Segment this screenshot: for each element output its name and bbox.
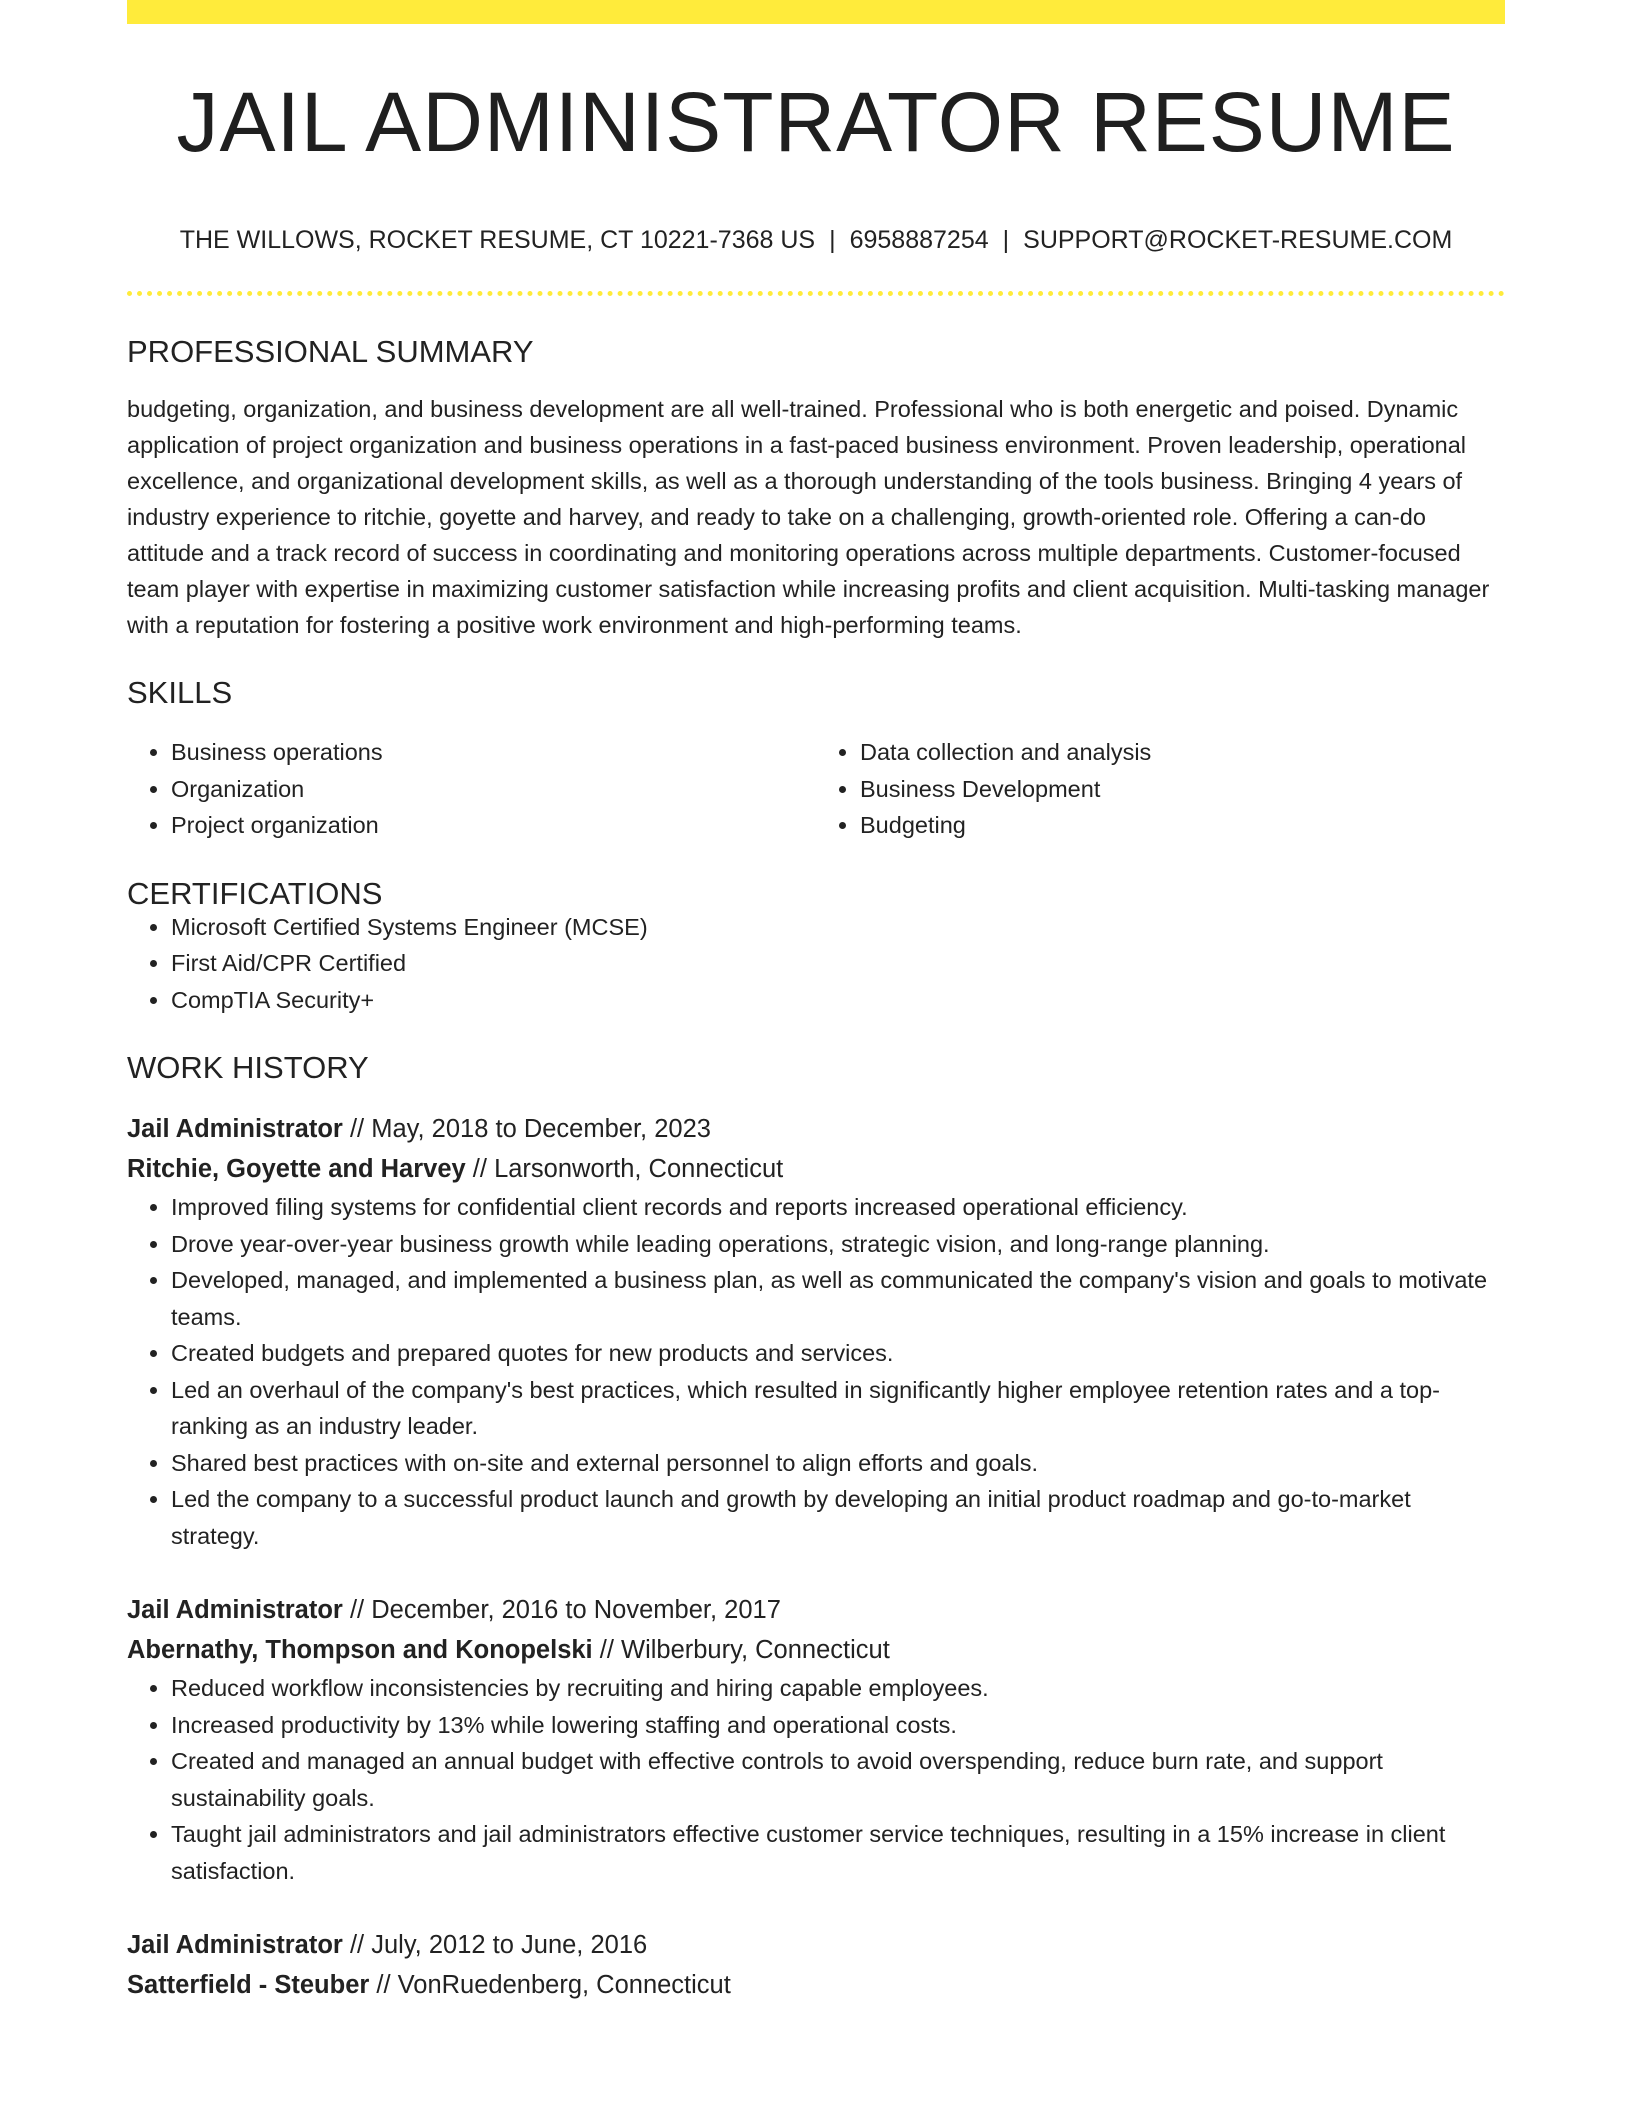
skills-grid [127,734,1505,844]
job-role-line [127,1925,1505,1965]
job-location: Larsonworth, Connecticut [494,1155,784,1183]
job-separator: // [472,1155,487,1183]
job-location: Wilberbury, Connecticut [621,1636,890,1664]
skill-item: • Business operations [171,734,816,771]
contact-line [127,228,1505,253]
top-accent-bar [127,0,1505,24]
job-bullet: • Led the company to a successful product launch and growth by developing an initial product roadmap and go-to-market strategy. [171,1481,1505,1554]
dotted-divider [127,291,1505,296]
job-bullet: • Taught jail administrators and jail administrators effective customer service techniques, resulting in a 15% increase in client satisfaction. [171,1816,1505,1889]
resume-page [127,0,1505,2005]
job-company: Ritchie, Goyette and Harvey [127,1155,466,1183]
contact-phone[interactable]: 6958887254 [849,226,989,254]
job-location: VonRuedenberg, Connecticut [397,1971,731,1999]
summary-heading: PROFESSIONAL SUMMARY [127,334,534,369]
skill-item: • Budgeting [860,807,1505,844]
job-entry [127,1925,1505,2005]
job-entry [127,1109,1505,1554]
job-entry [127,1590,1505,1889]
contact-address: THE WILLOWS, ROCKET RESUME, CT 10221-7368 US [179,226,816,254]
job-dates: May, 2018 to December, 2023 [371,1115,711,1143]
skill-item: • Organization [171,771,816,808]
job-role: Jail Administrator [127,1115,343,1143]
skills-list-right [816,734,1505,844]
contact-email[interactable]: SUPPORT@ROCKET-RESUME.COM [1023,226,1453,254]
job-company: Satterfield - Steuber [127,1971,370,1999]
job-bullet: • Created budgets and prepared quotes for new products and services. [171,1335,1505,1372]
skill-item: • Business Development [860,771,1505,808]
job-bullets [127,1670,1505,1889]
job-bullet: • Drove year-over-year business growth while leading operations, strategic vision, and long-range planning. [171,1226,1505,1263]
job-separator: // [599,1636,614,1664]
job-company-line [127,1630,1505,1670]
summary-text: budgeting, organization, and business development are all well-trained. Professional who is both energetic and poised. Dynamic application of project organization and business operations in a fast-paced business environment. Proven leadership, operational excellence, and organizational development skills, as well as a thorough understanding of the tools business. Bringing 4 years of industry experience to ritchie, goyette and harvey, and ready to take on a challenging, growth-oriented role. Offering a can-do attitude and a track record of success in coordinating and monitoring operations across multiple departments. Customer-focused team player with expertise in maximizing customer satisfaction while increasing profits and client acquisition. Multi-tasking manager with a reputation for fostering a positive work environment and high-performing teams. [127,396,1490,638]
certification-item: • Microsoft Certified Systems Engineer (MCSE) [171,909,1505,946]
job-separator: // [349,1596,365,1624]
job-separator: // [349,1931,365,1959]
job-bullet: • Shared best practices with on-site and external personnel to align efforts and goals. [171,1445,1505,1482]
job-role-line [127,1109,1505,1149]
job-company-line [127,1149,1505,1189]
certification-item: • First Aid/CPR Certified [171,945,1505,982]
job-role: Jail Administrator [127,1931,343,1959]
job-dates: December, 2016 to November, 2017 [371,1596,781,1624]
job-separator: // [349,1115,365,1143]
skills-list-left [127,734,816,844]
job-bullets [127,1189,1505,1554]
skill-item: • Project organization [171,807,816,844]
job-bullet: • Improved filing systems for confidential client records and reports increased operational efficiency. [171,1189,1505,1226]
job-role: Jail Administrator [127,1596,343,1624]
job-bullet: • Led an overhaul of the company's best practices, which resulted in significantly higher employee retention rates and a top-ranking as an industry leader. [171,1372,1505,1445]
job-separator: // [376,1971,391,1999]
job-role-line [127,1590,1505,1630]
job-bullet: • Created and managed an annual budget with effective controls to avoid overspending, reduce burn rate, and support sustainability goals. [171,1743,1505,1816]
certification-item: • CompTIA Security+ [171,982,1505,1019]
resume-title: JAIL ADMINISTRATOR RESUME [176,75,1456,169]
job-dates: July, 2012 to June, 2016 [371,1931,648,1959]
job-bullet: • Developed, managed, and implemented a business plan, as well as communicated the company's vision and goals to motivate teams. [171,1262,1505,1335]
certifications-list [127,909,1505,1019]
work-history-heading: WORK HISTORY [127,1050,369,1085]
job-company: Abernathy, Thompson and Konopelski [127,1636,593,1664]
skill-item: • Data collection and analysis [860,734,1505,771]
contact-separator: | [1002,226,1010,254]
job-bullet: • Reduced workflow inconsistencies by recruiting and hiring capable employees. [171,1670,1505,1707]
certifications-heading: CERTIFICATIONS [127,875,383,911]
job-company-line [127,1965,1505,2005]
job-bullet: • Increased productivity by 13% while lowering staffing and operational costs. [171,1707,1505,1744]
skills-heading: SKILLS [127,675,233,710]
contact-separator: | [829,226,836,254]
